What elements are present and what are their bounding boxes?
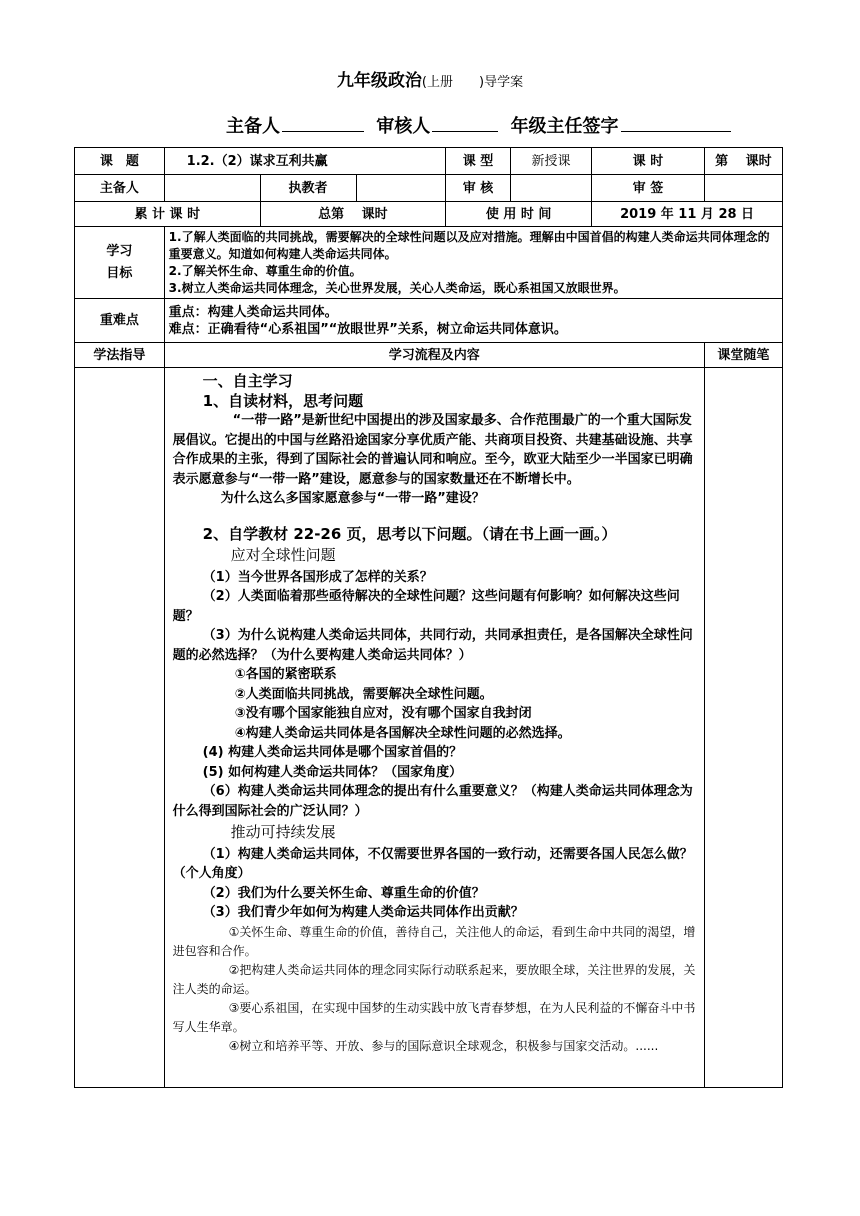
subtitle-sustainable: 推动可持续发展 bbox=[230, 823, 336, 841]
objectives-label-line2: 目标 bbox=[106, 265, 133, 281]
question-1: （1）当今世界各国形成了怎样的关系？ bbox=[202, 569, 433, 585]
prep-label: 主备人 bbox=[75, 175, 165, 202]
process-header: 学习流程及内容 bbox=[164, 343, 704, 368]
keypoints-content bbox=[164, 299, 782, 343]
question-6: （6）构建人类命运共同体理念的提出有什么重要意义？（构建人类命运共同体理念为什么得到国际社会的广泛认同？） bbox=[172, 784, 693, 819]
type-value: 新授课 bbox=[510, 148, 591, 175]
process-column bbox=[164, 368, 704, 1088]
keypoints-label: 重难点 bbox=[75, 299, 165, 343]
point-1: （1）构建人类命运共同体，不仅需要世界各国的一致行动，还需要各国人民怎么做？（个人角度） bbox=[172, 846, 693, 881]
type-label: 课 型 bbox=[446, 148, 511, 175]
title-paren: (上册 ) bbox=[421, 75, 485, 90]
page-title bbox=[0, 66, 860, 91]
row-objectives bbox=[75, 227, 783, 299]
step-read-material: 1、自读材料，思考问题 bbox=[202, 391, 364, 410]
answer-3-item: ④构建人类命运共同体是各国解决全球性问题的必然选择。 bbox=[234, 725, 571, 741]
notes-header: 课堂随笔 bbox=[704, 343, 782, 368]
objectives-content bbox=[164, 227, 782, 299]
objective-item: 3.树立人类命运共同体理念，关心世界发展，关心人类命运，既心系祖国又放眼世界。 bbox=[168, 280, 626, 295]
answer-p3-item: ①关怀生命、尊重生命的价值，善待自己，关注他人的命运，看到生命中共同的渴望，增进包容和合作。 bbox=[172, 924, 696, 958]
key-point: 重点：构建人类命运共同体。 bbox=[168, 304, 338, 320]
sign-review-label: 审核人 bbox=[376, 116, 431, 137]
answer-3-item: ③没有哪个国家能独自应对，没有哪个国家自我封闭 bbox=[234, 706, 532, 721]
sign-value[interactable] bbox=[704, 175, 782, 202]
passage-question: 为什么这么多国家愿意参与“一带一路”建设？ bbox=[220, 491, 485, 506]
row-keypoints bbox=[75, 299, 783, 343]
reading-passage: “一带一路”是新世纪中国提出的涉及国家最多、合作范围最广的一个重大国际发展倡议。它提出的中国与丝路沿途国家分享优质产能、共商项目投资、共建基础设施、共享合作成果的主张，得到了国际社会的普遍认同和响应。至今，欧亚大陆至少一半国家已明确表示愿意参与“一带一路”建设，愿意参与的国家数量还在不断增长中。 bbox=[172, 413, 693, 487]
sign-prep-blank[interactable] bbox=[282, 113, 364, 132]
total-value: 总第 课时 bbox=[260, 202, 446, 227]
lesson-form bbox=[74, 147, 783, 1088]
total-label: 累 计 课 时 bbox=[75, 202, 261, 227]
sign-review-blank[interactable] bbox=[432, 113, 498, 132]
answer-3-item: ①各国的紧密联系 bbox=[234, 667, 337, 682]
difficult-point: 难点：正确看待“心系祖国”“放眼世界”关系，树立命运共同体意识。 bbox=[168, 321, 567, 337]
row-topic bbox=[75, 148, 783, 175]
section-self-study: 一、自主学习 bbox=[202, 372, 293, 390]
title-main: 九年级政治 bbox=[336, 71, 422, 91]
topic-label: 课 题 bbox=[75, 148, 165, 175]
sign-label: 审 签 bbox=[592, 175, 705, 202]
teacher-label: 执教者 bbox=[260, 175, 356, 202]
objectives-label-line1: 学习 bbox=[106, 243, 133, 259]
prep-value[interactable] bbox=[164, 175, 260, 202]
step-textbook: 2、自学教材 22-26 页，思考以下问题。（请在书上画一画。） bbox=[202, 524, 617, 543]
row-staff bbox=[75, 175, 783, 202]
title-tail: 导学案 bbox=[484, 75, 524, 90]
teacher-value[interactable] bbox=[356, 175, 446, 202]
point-3: （3）我们青少年如何为构建人类命运共同体作出贡献？ bbox=[202, 905, 524, 920]
period-value: 第 课时 bbox=[704, 148, 782, 175]
objectives-label bbox=[75, 227, 165, 299]
period-label: 课 时 bbox=[592, 148, 705, 175]
topic-value: 1.2.（2）谋求互利共赢 bbox=[164, 148, 446, 175]
spacer bbox=[173, 509, 696, 525]
sign-director-blank[interactable] bbox=[621, 113, 731, 132]
objective-item: 2.了解关怀生命、尊重生命的价值。 bbox=[168, 263, 362, 278]
sign-director-label: 年级主任签字 bbox=[510, 116, 619, 137]
row-schedule bbox=[75, 202, 783, 227]
date-label: 使 用 时 间 bbox=[446, 202, 592, 227]
objective-item: 1.了解人类面临的共同挑战，需要解决的全球性问题以及应对措施。理解由中国首倡的构建人类命运共同体理念的重要意义。知道如何构建人类命运共同体。 bbox=[168, 229, 770, 261]
guide-column[interactable] bbox=[75, 368, 165, 1088]
question-2: （2）人类面临着那些亟待解决的全球性问题？这些问题有何影响？如何解决这些问题？ bbox=[172, 589, 680, 624]
sign-prep-label: 主备人 bbox=[226, 116, 280, 137]
signature-line bbox=[226, 112, 737, 138]
answer-p3-item: ②把构建人类命运共同体的理念同实际行动联系起来，要放眼全球，关注世界的发展，关注人类的命运。 bbox=[172, 962, 696, 996]
question-5: (5) 如何构建人类命运共同体？（国家角度） bbox=[202, 764, 463, 780]
point-2: （2）我们为什么要关怀生命、尊重生命的价值？ bbox=[202, 885, 485, 901]
notes-column[interactable] bbox=[704, 368, 782, 1088]
review-value[interactable] bbox=[510, 175, 591, 202]
row-content bbox=[75, 368, 783, 1088]
date-value: 2019 年 11 月 28 日 bbox=[592, 202, 783, 227]
row-column-headers bbox=[75, 343, 783, 368]
guide-header: 学法指导 bbox=[75, 343, 165, 368]
answer-3-item: ②人类面临共同挑战，需要解决全球性问题。 bbox=[234, 686, 493, 702]
subtitle-global-issues: 应对全球性问题 bbox=[230, 546, 336, 564]
answer-p3-item: ④树立和培养平等、开放、参与的国际意识全球观念，积极参与国家交活动。...... bbox=[228, 1038, 659, 1053]
question-4: (4) 构建人类命运共同体是哪个国家首倡的？ bbox=[202, 745, 463, 760]
answer-p3-item: ③要心系祖国，在实现中国梦的生动实践中放飞青春梦想，在为人民利益的不懈奋斗中书写人生华章。 bbox=[172, 1000, 696, 1034]
review-label: 审 核 bbox=[446, 175, 511, 202]
question-3: （3）为什么说构建人类命运共同体，共同行动，共同承担责任，是各国解决全球性问题的必然选择？（为什么要构建人类命运共同体？） bbox=[172, 628, 693, 663]
